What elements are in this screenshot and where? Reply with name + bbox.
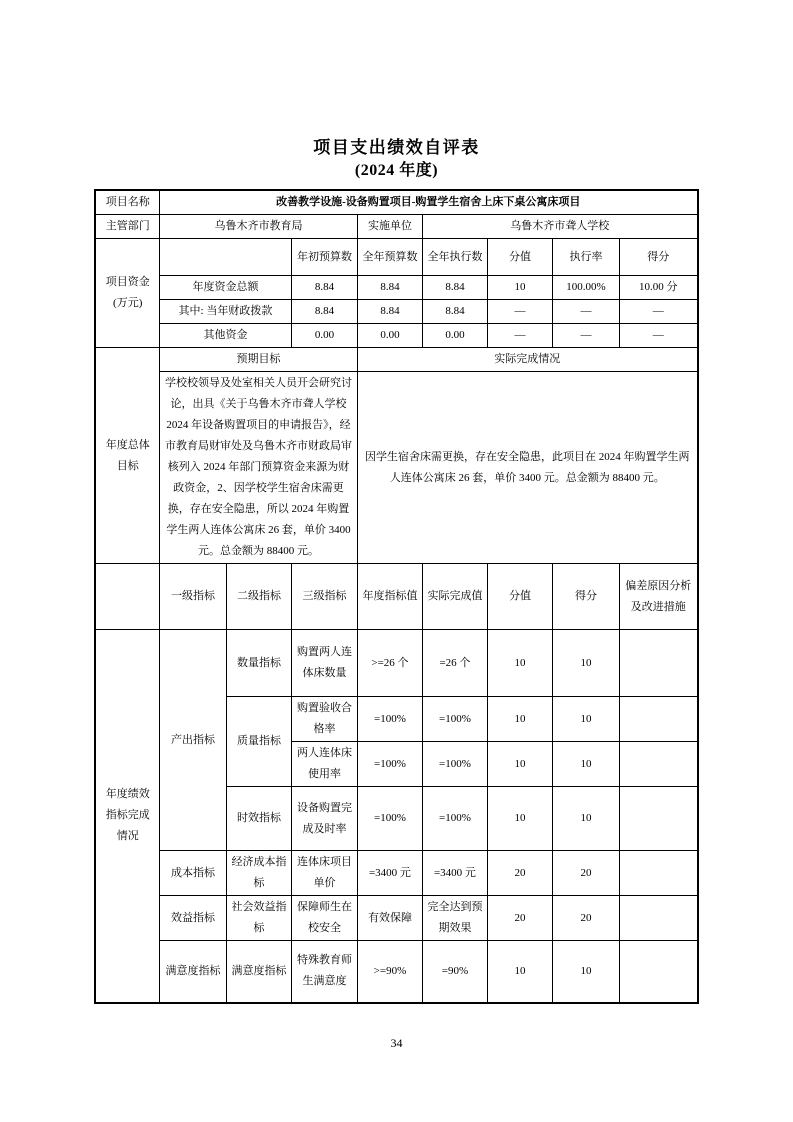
indicator-5-actual: 完全达到预期效果 <box>422 896 487 941</box>
indicator-1-deviation <box>619 697 697 742</box>
funds-row-1-initial-budget: 8.84 <box>291 300 357 324</box>
indicator-col-header: 得分 <box>552 564 619 630</box>
indicator-5-score: 20 <box>552 896 619 941</box>
level1-output-indicator: 产出指标 <box>159 630 226 851</box>
indicator-1-target: =100% <box>357 697 422 742</box>
funds-row-2-rate: — <box>552 324 619 348</box>
indicator-2-target: =100% <box>357 742 422 787</box>
table-row <box>95 324 697 348</box>
indicator-col-header: 一级指标 <box>159 564 226 630</box>
table-row <box>95 630 697 697</box>
table-row <box>95 941 697 1003</box>
indicator-1-level2: 质量指标 <box>226 697 291 787</box>
indicator-0-deviation <box>619 630 697 697</box>
table-row <box>95 300 697 324</box>
indicator-1-score: 10 <box>552 697 619 742</box>
indicator-col-header: 实际完成值 <box>422 564 487 630</box>
funds-col-header: 全年执行数 <box>422 239 487 276</box>
indicator-4-score: 20 <box>552 851 619 896</box>
funds-row-1-rate: — <box>552 300 619 324</box>
page-number: 34 <box>390 1036 403 1050</box>
indicator-5-weight: 20 <box>487 896 552 941</box>
page-subtitle: (2024 年度) <box>354 162 439 179</box>
table-row <box>95 215 697 239</box>
indicator-2-score: 10 <box>552 742 619 787</box>
indicators-blank-cell <box>95 564 159 630</box>
funds-row-0-label: 年度资金总额 <box>159 276 291 300</box>
indicator-0-weight: 10 <box>487 630 552 697</box>
funds-row-2-label: 其他资金 <box>159 324 291 348</box>
table-row <box>95 239 697 276</box>
dept-value: 乌鲁木齐市教育局 <box>159 215 357 239</box>
table-row <box>95 564 697 630</box>
indicator-3-level3: 设备购置完成及时率 <box>291 787 357 851</box>
indicator-6-weight: 10 <box>487 941 552 1003</box>
funds-row-0-year-budget: 8.84 <box>357 276 422 300</box>
indicator-4-level2: 经济成本指标 <box>226 851 291 896</box>
table-row <box>95 190 697 215</box>
funds-row-0-score: 10.00 分 <box>619 276 697 300</box>
self-evaluation-table <box>94 189 698 1004</box>
indicator-5-level2: 社会效益指标 <box>226 896 291 941</box>
funds-col-header: 分值 <box>487 239 552 276</box>
funds-row-0-executed: 8.84 <box>422 276 487 300</box>
table-row <box>95 372 697 564</box>
indicator-0-score: 10 <box>552 630 619 697</box>
indicator-2-actual: =100% <box>422 742 487 787</box>
indicator-3-actual: =100% <box>422 787 487 851</box>
funds-row-1-year-budget: 8.84 <box>357 300 422 324</box>
indicator-0-actual: =26 个 <box>422 630 487 697</box>
table-row <box>95 851 697 896</box>
indicator-col-header: 三级指标 <box>291 564 357 630</box>
expected-goal-header: 预期目标 <box>159 348 357 372</box>
indicator-4-actual: =3400 元 <box>422 851 487 896</box>
funds-row-label: 项目资金 (万元) <box>95 239 159 348</box>
funds-row-1-label: 其中: 当年财政拨款 <box>159 300 291 324</box>
table-row <box>95 276 697 300</box>
impl-label: 实施单位 <box>357 215 422 239</box>
funds-row-0-weight: 10 <box>487 276 552 300</box>
indicator-3-target: =100% <box>357 787 422 851</box>
indicator-col-header: 二级指标 <box>226 564 291 630</box>
funds-col-header: 得分 <box>619 239 697 276</box>
indicator-0-level3: 购置两人连体床数量 <box>291 630 357 697</box>
project-name-value: 改善教学设施-设备购置项目-购置学生宿舍上床下桌公寓床项目 <box>159 190 697 215</box>
indicator-6-actual: =90% <box>422 941 487 1003</box>
funds-row-2-score: — <box>619 324 697 348</box>
funds-row-2-year-budget: 0.00 <box>357 324 422 348</box>
level1-satisfaction-indicator: 满意度指标 <box>159 941 226 1003</box>
level1-benefit-indicator: 效益指标 <box>159 896 226 941</box>
funds-col-header: 年初预算数 <box>291 239 357 276</box>
indicator-0-level2: 数量指标 <box>226 630 291 697</box>
funds-row-2-executed: 0.00 <box>422 324 487 348</box>
dept-label: 主管部门 <box>95 215 159 239</box>
project-name-label: 项目名称 <box>95 190 159 215</box>
indicator-5-level3: 保障师生在校安全 <box>291 896 357 941</box>
funds-blank-cell <box>159 239 291 276</box>
indicator-3-score: 10 <box>552 787 619 851</box>
indicator-col-header: 年度指标值 <box>357 564 422 630</box>
indicator-6-score: 10 <box>552 941 619 1003</box>
table-row <box>95 896 697 941</box>
indicator-2-level3: 两人连体床使用率 <box>291 742 357 787</box>
indicator-4-deviation <box>619 851 697 896</box>
indicator-6-target: >=90% <box>357 941 422 1003</box>
funds-col-header: 全年预算数 <box>357 239 422 276</box>
indicator-2-weight: 10 <box>487 742 552 787</box>
table-row <box>95 348 697 372</box>
funds-row-1-score: — <box>619 300 697 324</box>
funds-row-1-weight: — <box>487 300 552 324</box>
indicator-6-deviation <box>619 941 697 1003</box>
expected-goal-text: 学校校领导及处室相关人员开会研究讨论，出具《关于乌鲁木齐市聋人学校2024 年设备购置项目的申请报告》，经市教育局财审处及乌鲁木齐市财政局审核列入 2024 年部门预算资金来源为财政资金，2、因学校学生宿舍床需更换，存在安全隐患，所以 2024 年购置学生两人连体公寓床 26 套，单价 3400 元。总金额为 88400 元。 <box>159 372 357 564</box>
annual-goal-label: 年度总体目标 <box>95 348 159 564</box>
indicator-1-weight: 10 <box>487 697 552 742</box>
actual-completion-header: 实际完成情况 <box>357 348 697 372</box>
indicator-3-weight: 10 <box>487 787 552 851</box>
impl-value: 乌鲁木齐市聋人学校 <box>422 215 697 239</box>
indicator-col-header: 分值 <box>487 564 552 630</box>
funds-row-2-weight: — <box>487 324 552 348</box>
indicator-0-target: >=26 个 <box>357 630 422 697</box>
funds-row-0-initial-budget: 8.84 <box>291 276 357 300</box>
indicator-5-deviation <box>619 896 697 941</box>
funds-col-header: 执行率 <box>552 239 619 276</box>
funds-row-2-initial-budget: 0.00 <box>291 324 357 348</box>
page-title: 项目支出绩效自评表 <box>313 138 480 157</box>
indicator-6-level3: 特殊教育师生满意度 <box>291 941 357 1003</box>
indicator-4-level3: 连体床项目单价 <box>291 851 357 896</box>
indicator-6-level2: 满意度指标 <box>226 941 291 1003</box>
indicator-3-deviation <box>619 787 697 851</box>
level1-cost-indicator: 成本指标 <box>159 851 226 896</box>
indicator-1-level3: 购置验收合格率 <box>291 697 357 742</box>
indicator-4-weight: 20 <box>487 851 552 896</box>
indicator-3-level2: 时效指标 <box>226 787 291 851</box>
actual-completion-text: 因学生宿舍床需更换，存在安全隐患，此项目在 2024 年购置学生两人连体公寓床 26 套，单价 3400 元。总金额为 88400 元。 <box>357 372 697 564</box>
indicators-row-label: 年度绩效指标完成情况 <box>95 630 159 1003</box>
funds-row-0-rate: 100.00% <box>552 276 619 300</box>
indicator-1-actual: =100% <box>422 697 487 742</box>
indicator-4-target: =3400 元 <box>357 851 422 896</box>
funds-row-1-executed: 8.84 <box>422 300 487 324</box>
indicator-col-header: 偏差原因分析及改进措施 <box>619 564 697 630</box>
indicator-2-deviation <box>619 742 697 787</box>
indicator-5-target: 有效保障 <box>357 896 422 941</box>
